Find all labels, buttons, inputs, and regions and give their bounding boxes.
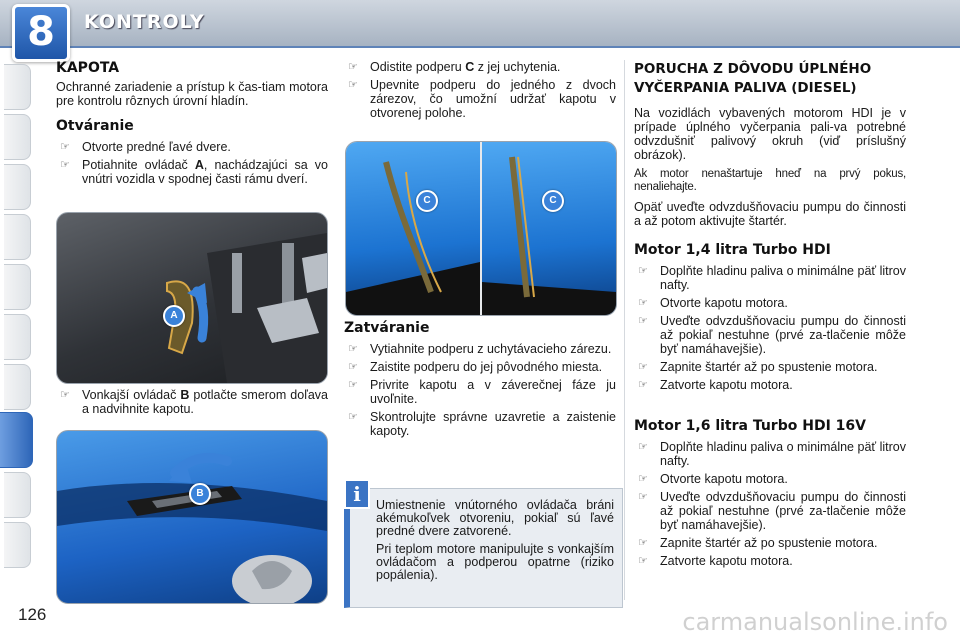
support-rod-view-deployed: [482, 142, 616, 315]
hand-pointer-icon: ☞: [638, 441, 648, 453]
hand-pointer-icon: ☞: [348, 379, 358, 391]
support-rod-view-stowed: [346, 142, 480, 315]
page-header: [0, 0, 960, 55]
list-item: ☞ Zatvorte kapotu motora.: [638, 554, 793, 568]
opening-steps: [56, 140, 328, 186]
callout-a: A: [163, 305, 185, 327]
info-note-text-2: Pri teplom motore manipulujte s vonkajším ovládačom a podperou opatrne (riziko popálenia).: [376, 542, 614, 582]
chapter-tab-3[interactable]: [4, 164, 31, 210]
chapter-number-badge: 8: [12, 4, 70, 62]
fuel-failure-advice: Opäť uveďte odvzdušňovaciu pumpu do činnosti a až potom aktivujte štartér.: [634, 200, 906, 228]
figure-hood-support-rod: [345, 141, 617, 316]
list-item: ☞ Otvorte kapotu motora.: [638, 472, 788, 486]
list-item: ☞ Zapnite štartér až po spustenie motora.: [638, 536, 878, 550]
chapter-tabs: [0, 58, 34, 628]
list-item: ☞ Doplňte hladinu paliva o minimálne päť litrov nafty.: [638, 440, 906, 468]
chapter-tab-10[interactable]: [4, 522, 31, 568]
list-item: ☞ Doplňte hladinu paliva o minimálne päť litrov nafty.: [638, 264, 906, 292]
list-item: ☞ Vytiahnite podperu z uchytávacieho zárezu.: [348, 342, 612, 356]
hand-pointer-icon: ☞: [348, 79, 358, 91]
list-item: ☞ Zatvorte kapotu motora.: [638, 378, 793, 392]
hand-pointer-icon: ☞: [60, 389, 70, 401]
chapter-tab-7[interactable]: [4, 364, 31, 410]
hand-pointer-icon: ☞: [638, 361, 648, 373]
section-title-kapota: KAPOTA: [56, 60, 120, 76]
subsection-title-opening: Otváranie: [56, 118, 134, 134]
watermark: carmanualsonline.info: [682, 608, 948, 636]
page-number: 126: [18, 605, 47, 624]
fuel-failure-intro: Na vozidlách vybavených motorom HDI je v prípade úplného vyčerpania pali-va potrebné odvzdušniť palivový okruh (viď príslušný obrázok).: [634, 106, 906, 162]
list-item: ☞ Otvorte predné ľavé dvere.: [60, 140, 231, 154]
kapota-intro: Ochranné zariadenie a prístup k čas-tiam motora pre kontrolu rôznych úrovní hladín.: [56, 80, 328, 108]
hand-pointer-icon: ☞: [638, 265, 648, 277]
exterior-lever-illustration: [57, 431, 327, 603]
list-item: ☞ Vonkajší ovládač B potlačte smerom doľava a nadvihnite kapotu.: [60, 388, 328, 416]
hand-pointer-icon: ☞: [60, 159, 70, 171]
column-fuel-failure: [634, 60, 906, 572]
info-note-box: [344, 482, 623, 608]
hand-pointer-icon: ☞: [638, 315, 648, 327]
hand-pointer-icon: ☞: [348, 411, 358, 423]
hand-pointer-icon: ☞: [348, 361, 358, 373]
hand-pointer-icon: ☞: [638, 555, 648, 567]
chapter-tab-8-active[interactable]: [0, 412, 33, 468]
info-note-text-1: Umiestnenie vnútorného ovládača bráni akémukoľvek otvoreniu, pokiaľ sú ľavé predné dvere zatvorené.: [376, 498, 614, 538]
hand-pointer-icon: ☞: [348, 61, 358, 73]
hand-pointer-icon: ☞: [638, 537, 648, 549]
chapter-tab-2[interactable]: [4, 114, 31, 160]
hand-pointer-icon: ☞: [348, 343, 358, 355]
list-item: ☞ Upevnite podperu do jedného z dvoch zárezov, čo umožní udržať kapotu v otvorenej polohe.: [348, 78, 616, 120]
chapter-tab-4[interactable]: [4, 214, 31, 260]
hand-pointer-icon: ☞: [638, 379, 648, 391]
column-support-rod: [344, 60, 616, 124]
list-item: ☞ Otvorte kapotu motora.: [638, 296, 788, 310]
support-rod-steps: [344, 60, 616, 120]
engine-1-6-steps: [634, 440, 906, 568]
list-item: ☞ Odistite podperu C z jej uchytenia.: [348, 60, 561, 74]
hand-pointer-icon: ☞: [60, 141, 70, 153]
figure-exterior-release-lever: [56, 430, 328, 604]
chapter-tab-1[interactable]: [4, 64, 31, 110]
list-item: ☞ Privrite kapotu a v záverečnej fáze ju uvoľnite.: [348, 378, 616, 406]
list-item: ☞ Potiahnite ovládač A, nachádzajúci sa vo vnútri vozidla v spodnej časti rámu dverí.: [60, 158, 328, 186]
chapter-title: KONTROLY: [84, 11, 205, 33]
hand-pointer-icon: ☞: [638, 491, 648, 503]
column-divider: [624, 60, 625, 600]
callout-c-left: C: [416, 190, 438, 212]
list-item: ☞ Uveďte odvzdušňovaciu pumpu do činnosti až pokiaľ nestuhne (prvé za-tlačenie môže byť namáhavejšie).: [638, 314, 906, 356]
chapter-tab-6[interactable]: [4, 314, 31, 360]
fuel-failure-note: Ak motor nenaštartuje hneď na prvý pokus, nenaliehajte.: [634, 168, 906, 193]
subsection-title-engine-1-4: Motor 1,4 litra Turbo HDI: [634, 242, 831, 258]
chapter-tab-9[interactable]: [4, 472, 31, 518]
info-icon: i: [344, 479, 370, 509]
step-b-block: [56, 388, 328, 420]
column-kapota: [56, 60, 328, 190]
hand-pointer-icon: ☞: [638, 297, 648, 309]
list-item: ☞ Zaistite podperu do jej pôvodného miesta.: [348, 360, 603, 374]
section-title-fuel-failure: PORUCHA Z DÔVODU ÚPLNÉHO VYČERPANIA PALIVA (DIESEL): [634, 61, 872, 96]
callout-c-right: C: [542, 190, 564, 212]
chapter-tab-5[interactable]: [4, 264, 31, 310]
list-item: ☞ Skontrolujte správne uzavretie a zaistenie kapoty.: [348, 410, 616, 438]
list-item: ☞ Uveďte odvzdušňovaciu pumpu do činnosti až pokiaľ nestuhne (prvé za-tlačenie môže byť namáhavejšie).: [638, 490, 906, 532]
hand-pointer-icon: ☞: [638, 473, 648, 485]
figure-interior-release-lever: [56, 212, 328, 384]
engine-1-4-steps: [634, 264, 906, 392]
subsection-title-closing: Zatváranie: [344, 320, 430, 336]
closing-section: [344, 318, 616, 442]
list-item: ☞ Zapnite štartér až po spustenie motora.: [638, 360, 878, 374]
subsection-title-engine-1-6: Motor 1,6 litra Turbo HDI 16V: [634, 418, 866, 434]
closing-steps: [344, 342, 616, 438]
interior-lever-illustration: [57, 213, 327, 383]
callout-b: B: [189, 483, 211, 505]
